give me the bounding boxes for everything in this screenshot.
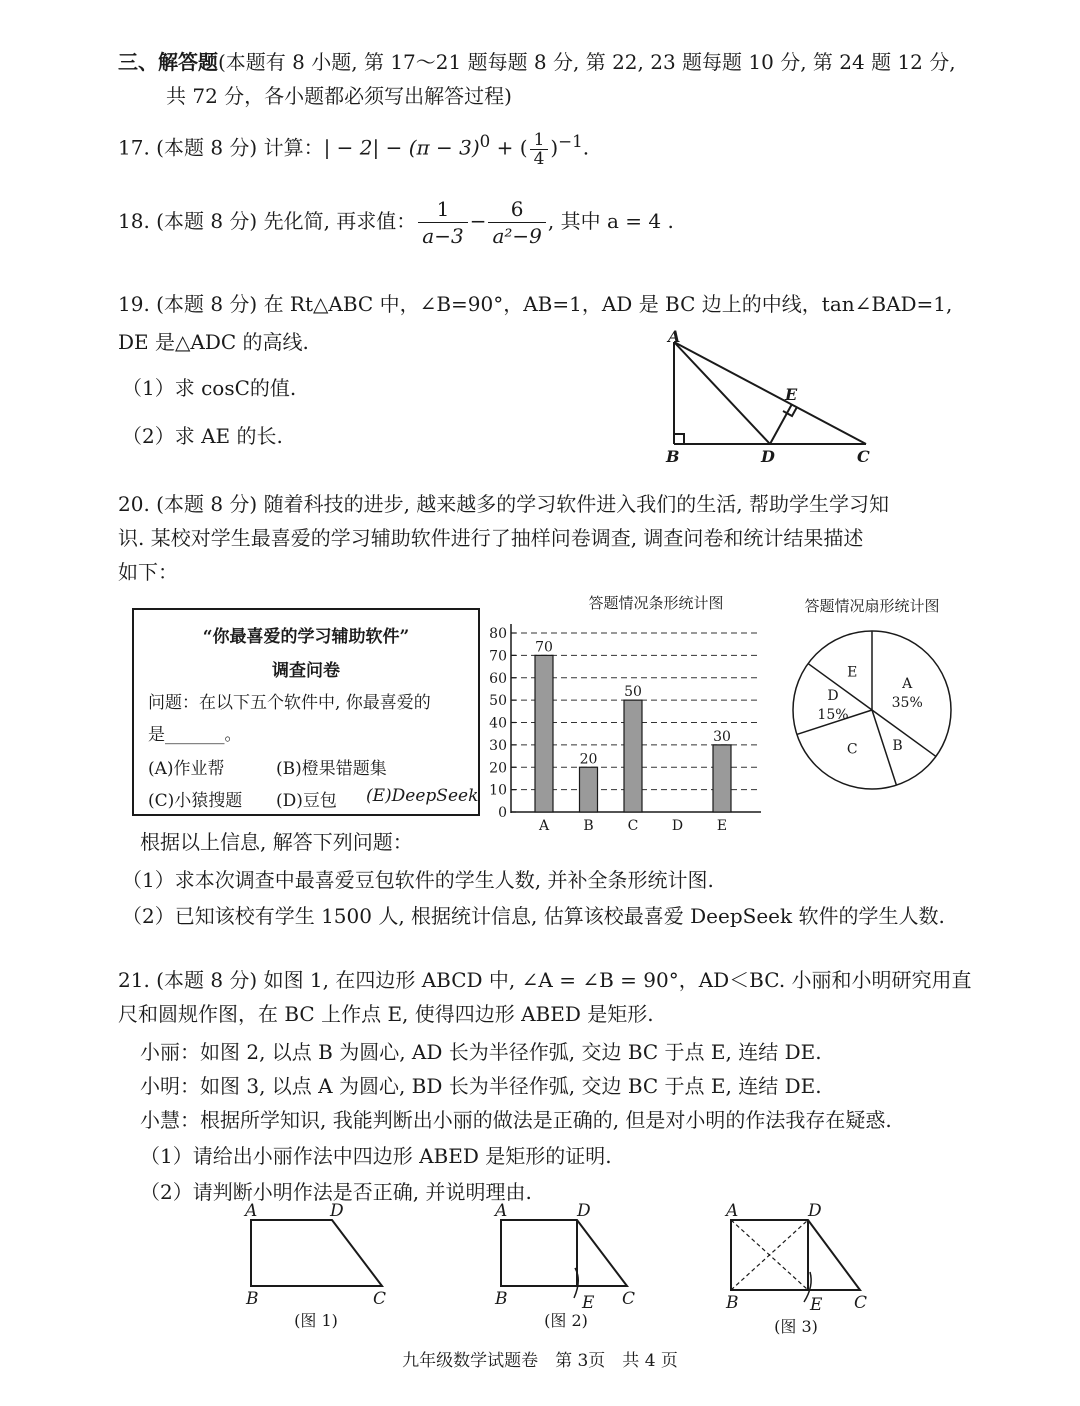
fig3-quadrilateral: [731, 1220, 860, 1290]
survey-option-b: (B)橙果错题集: [276, 759, 387, 779]
survey-option-a: (A)作业帮: [148, 759, 225, 779]
q20-line-3: 如下：: [118, 560, 178, 584]
bar-category-b: B: [583, 818, 594, 834]
bar-tick-label: 40: [489, 715, 507, 732]
fig1-caption: (图 1): [294, 1311, 338, 1330]
fig3-label-c: C: [854, 1293, 868, 1313]
q19-sub-1: （1）求 cosC的值.: [122, 376, 297, 400]
q19-median-ad: [674, 342, 770, 444]
q17-expr-a: | − 2| − (π − 3): [323, 135, 480, 160]
bar-chart: [484, 590, 784, 840]
bar-tick-label: 10: [489, 782, 507, 799]
question-18: [118, 196, 674, 249]
q19-side-ac: [674, 342, 866, 444]
q18-f2-den: a²−9: [492, 224, 542, 248]
q21-sub-2: （2）请判断小明作法是否正确, 并说明理由.: [140, 1180, 532, 1204]
pie-label-a: A: [902, 676, 913, 693]
bar-tick-label: 20: [489, 760, 507, 777]
q18-f1-num: 1: [418, 196, 467, 223]
q19-line-2: DE 是△ADC 的高线.: [118, 330, 309, 354]
q21-figure-1: [240, 1196, 400, 1338]
q17-end: .: [582, 135, 590, 160]
survey-question-2: 是_______。: [148, 725, 242, 745]
q17-frac-den: 4: [533, 148, 545, 169]
fig2-label-c: C: [622, 1289, 636, 1309]
pie-label-b: B: [892, 738, 903, 755]
fig2-label-d: D: [577, 1201, 591, 1221]
q17-frac-num: 1: [530, 131, 549, 150]
q19-label-a: A: [668, 328, 681, 346]
bar-category-a: A: [538, 818, 550, 834]
q17-expr-c: ): [550, 135, 559, 160]
q21-xiaoming: 小明：如图 3, 以点 A 为圆心, BD 长为半径作弧, 交边 BC 于点 E, 连结 DE.: [140, 1074, 822, 1098]
bar-b: [580, 767, 598, 812]
fig2-quadrilateral: [501, 1220, 627, 1286]
survey-option-e: (E)DeepSeek: [366, 786, 479, 806]
fig1-quadrilateral: [251, 1220, 382, 1286]
q21-figure-3: [720, 1196, 880, 1346]
fig3-caption: (图 3): [774, 1317, 818, 1336]
bar-category-e: E: [716, 818, 728, 834]
fig3-label-e: E: [810, 1295, 823, 1315]
pie-chart-title: 答题情况扇形统计图: [804, 597, 940, 615]
bar-tick-label: 30: [489, 737, 507, 754]
q21-xiaohui: 小慧：根据所学知识, 我能判断出小丽的做法是正确的, 但是对小明的作法我存在疑惑.: [140, 1108, 892, 1132]
survey-title-1: “你最喜爱的学习辅助软件”: [202, 627, 410, 647]
q18-minus: −: [469, 209, 487, 233]
fig1-label-c: C: [373, 1289, 387, 1309]
q17-exp-neg1: −1: [558, 132, 583, 151]
pie-chart: [786, 590, 966, 790]
q17-exp0: 0: [479, 132, 491, 151]
pie-boundary-e: [808, 664, 872, 710]
pie-label-d: D: [827, 687, 839, 704]
q21-line-2: 尺和圆规作图，在 BC 上作点 E, 使得四边形 ABED 是矩形.: [118, 1002, 654, 1026]
bar-tick-label: 50: [489, 693, 507, 710]
fig3-label-a: A: [726, 1201, 739, 1221]
fig3-label-b: B: [726, 1293, 739, 1313]
survey-option-c: (C)小猿搜题: [148, 791, 243, 811]
q19-label-e: E: [785, 385, 798, 404]
bar-data-label-a: 70: [535, 639, 553, 656]
fig2-label-b: B: [495, 1289, 508, 1309]
q18-fraction-1: [418, 196, 467, 249]
q19-altitude-de: [770, 404, 792, 444]
bar-tick-label: 0: [498, 805, 507, 821]
bar-data-label-c: 50: [624, 684, 642, 701]
fig2-caption: (图 2): [544, 1311, 588, 1330]
q20-sub-1: （1）求本次调查中最喜爱豆包软件的学生人数, 并补全条形统计图.: [122, 868, 714, 892]
fig2-label-e: E: [582, 1293, 595, 1313]
q21-figure-2: [490, 1196, 650, 1338]
q17-expr-b: + (: [490, 135, 528, 160]
bar-category-c: C: [627, 818, 639, 834]
q18-suffix: , 其中 a = 4 .: [547, 209, 674, 233]
q21-sub-1: （1）请给出小丽作法中四边形 ABED 是矩形的证明.: [140, 1144, 612, 1168]
fig2-label-a: A: [495, 1201, 508, 1221]
fig1-label-b: B: [246, 1289, 259, 1309]
bar-e: [713, 745, 731, 812]
bar-tick-label: 80: [489, 626, 507, 642]
section-note-2: 共 72 分，各小题都必须写出解答过程): [166, 84, 512, 108]
page-footer: 九年级数学试题卷 第 3页 共 4 页: [402, 1351, 678, 1371]
fig3-label-d: D: [808, 1201, 822, 1221]
pie-boundary-b: [872, 710, 936, 756]
q18-fraction-2: [488, 196, 545, 249]
q19-label-d: D: [761, 447, 775, 466]
section-heading: 三、解答题: [118, 50, 218, 74]
q21-line-1: 21. (本题 8 分) 如图 1, 在四边形 ABCD 中, ∠A = ∠B = 90°，AD＜BC. 小丽和小明研究用直: [118, 968, 972, 992]
q19-right-angle-b: [674, 434, 684, 444]
question-17: [118, 128, 589, 168]
q19-label-c: C: [857, 447, 870, 466]
q19-triangle-figure: [655, 328, 885, 470]
q20-line-1: 20. (本题 8 分) 随着科技的进步, 越来越多的学习软件进入我们的生活, 帮助学生学习知: [118, 492, 889, 516]
bar-data-label-b: 20: [579, 751, 598, 768]
bar-a: [535, 655, 553, 812]
q17-fraction: [530, 131, 549, 168]
bar-tick-label: 70: [489, 648, 507, 665]
q19-line-1: 19. (本题 8 分) 在 Rt△ABC 中，∠B=90°，AB=1，AD 是 BC 边上的中线，tan∠BAD=1,: [118, 292, 953, 316]
survey-option-d: (D)豆包: [276, 791, 337, 811]
pie-percent-d: 15%: [817, 706, 849, 723]
bar-chart-title: 答题情况条形统计图: [588, 594, 724, 612]
fig1-label-a: A: [245, 1201, 258, 1221]
survey-title-2: 调查问卷: [272, 661, 340, 681]
pie-percent-a: 35%: [891, 695, 923, 712]
q20-sub-2: （2）已知该校有学生 1500 人, 根据统计信息, 估算该校最喜爱 DeepSeek 软件的学生人数.: [122, 904, 945, 928]
q18-prefix: 18. (本题 8 分) 先化简, 再求值：: [118, 209, 417, 233]
q20-after: 根据以上信息, 解答下列问题：: [140, 830, 413, 854]
q19-label-b: B: [666, 447, 680, 466]
q18-f2-num: 6: [488, 196, 545, 223]
q21-xiaoli: 小丽：如图 2, 以点 B 为圆心, AD 长为半径作弧, 交边 BC 于点 E, 连结 DE.: [140, 1040, 822, 1064]
bar-category-d: D: [671, 818, 684, 834]
pie-label-e: E: [847, 664, 858, 681]
bar-tick-label: 60: [489, 670, 507, 687]
fig1-label-d: D: [330, 1201, 344, 1221]
survey-question-1: 问题：在以下五个软件中, 你最喜爱的: [148, 693, 431, 713]
pie-label-c: C: [846, 741, 858, 758]
survey-box: [132, 608, 480, 816]
bar-data-label-e: 30: [713, 728, 731, 745]
section-note-1: (本题有 8 小题, 第 17～21 题每题 8 分, 第 22, 23 题每题 10 分, 第 24 题 12 分,: [218, 50, 956, 74]
q17-prefix: 17. (本题 8 分) 计算：: [118, 135, 324, 160]
q20-line-2: 识. 某校对学生最喜爱的学习辅助软件进行了抽样问卷调查, 调查问卷和统计结果描述: [118, 526, 864, 550]
q19-sub-2: （2）求 AE 的长.: [122, 424, 283, 448]
section-heading-line: [118, 48, 956, 76]
q18-f1-den: a−3: [422, 224, 464, 248]
bar-c: [624, 700, 642, 812]
